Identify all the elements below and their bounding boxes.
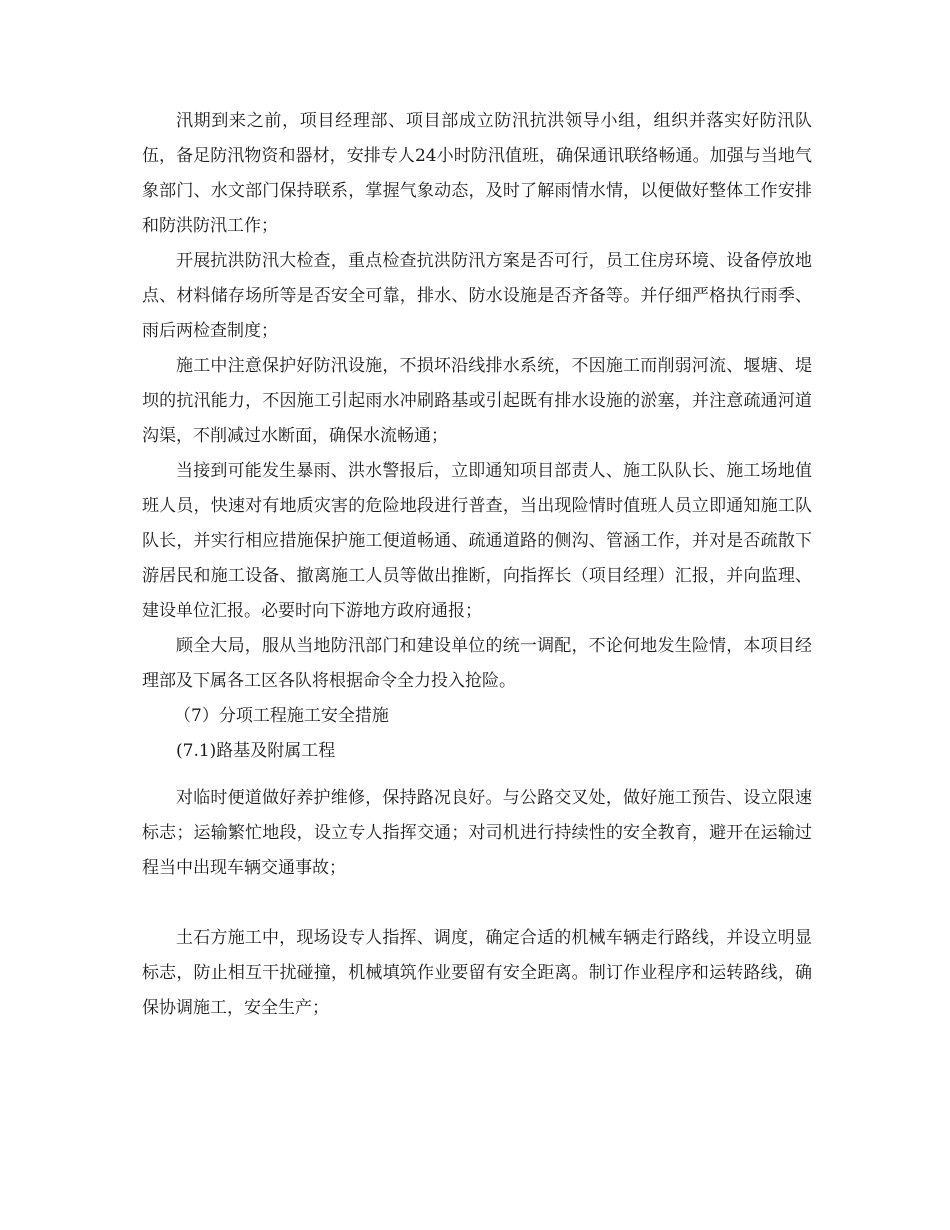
subsection-heading: (7.1)路基及附属工程 [176, 741, 336, 761]
paragraph-temporary-road: 对临时便道做好养护维修，保持路况良好。与公路交叉处，做好施工预告、设立限速标志；运输繁忙地段，设立专人指挥交通；对司机进行持续性的安全教育，避开在运输过程当中出现车辆交通事故； [142, 788, 812, 878]
paragraph-flood-preparation: 汛期到来之前，项目经理部、项目部成立防汛抗洪领导小组，组织并落实好防汛队伍，备足防汛物资和器材，安排专人24小时防汛值班，确保通讯联络畅通。加强与当地气象部门、水文部门保持联系，掌握气象动态，及时了解雨情水情，以便做好整体工作安排和防洪防汛工作； [142, 111, 812, 236]
section-heading: （7）分项工程施工安全措施 [174, 706, 389, 726]
paragraph-flood-inspection: 开展抗洪防汛大检查，重点检查抗洪防汛方案是否可行，员工住房环境、设备停放地点、材料储存场所等是否安全可靠，排水、防水设施是否齐备等。并仔细严格执行雨季、雨后两检查制度； [142, 251, 812, 341]
paragraph-overall-coordination: 顾全大局，服从当地防汛部门和建设单位的统一调配，不论何地发生险情，本项目经理部及下属各工区各队将根据命令全力投入抢险。 [142, 636, 812, 691]
paragraph-earthwork: 土石方施工中，现场设专人指挥、调度，确定合适的机械车辆走行路线，并设立明显标志，防止相互干扰碰撞，机械填筑作业要留有安全距离。制订作业程序和运转路线，确保协调施工，安全生产； [142, 928, 812, 1018]
paragraph-facility-protection: 施工中注意保护好防汛设施，不损坏沿线排水系统，不因施工而削弱河流、堰塘、堤坝的抗汛能力，不因施工引起雨水冲刷路基或引起既有排水设施的淤塞，并注意疏通河道沟渠，不削减过水断面，确保水流畅通； [142, 356, 812, 446]
paragraph-emergency-response: 当接到可能发生暴雨、洪水警报后，立即通知项目部责人、施工队队长、施工场地值班人员，快速对有地质灾害的危险地段进行普查，当出现险情时值班人员立即通知施工队队长，并实行相应措施保护施工便道畅通、疏通道路的侧沟、管涵工作，并对是否疏散下游居民和施工设备、撤离施工人员等做出推断，向指挥长（项目经理）汇报，并向监理、建设单位汇报。必要时向下游地方政府通报； [142, 461, 812, 621]
